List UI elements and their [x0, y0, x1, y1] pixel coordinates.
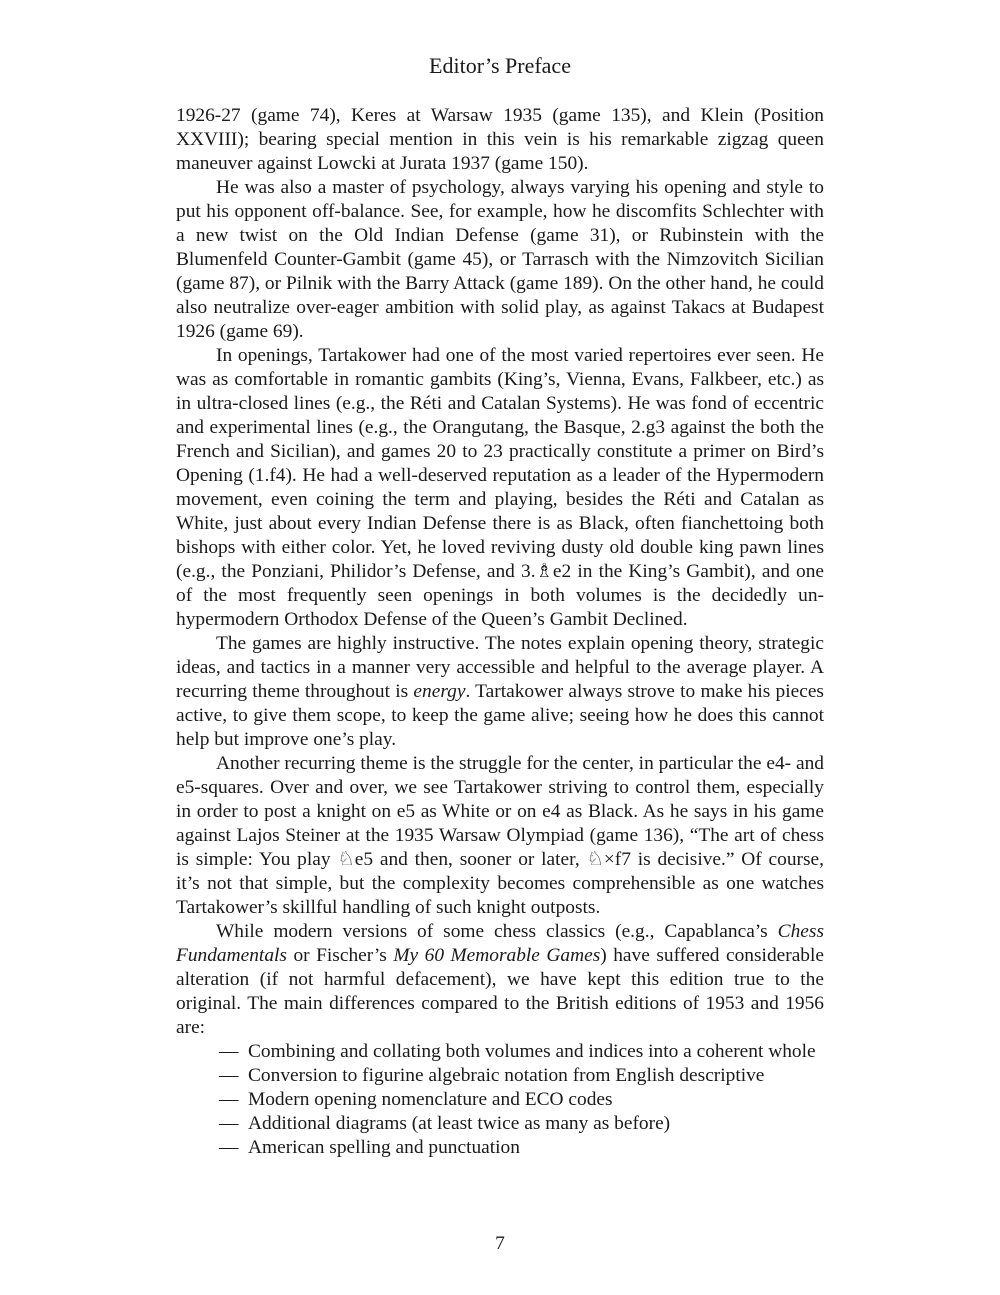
- list-item-text: Modern opening nomenclature and ECO codes: [248, 1089, 613, 1110]
- body-paragraph: [176, 632, 824, 752]
- list-item-text: Additional diagrams (at least twice as many as before): [248, 1113, 671, 1134]
- list-item: [219, 1136, 824, 1160]
- paragraph-text: . Tartakower always strove to make his pieces active, to give them scope, to keep the game alive; seeing how he does this cannot help but improve one’s play.: [176, 681, 824, 750]
- body-text: [176, 104, 824, 1160]
- italic-text: Chess Fundamentals: [176, 921, 824, 966]
- list-item-text: American spelling and punctuation: [248, 1137, 520, 1158]
- em-dash-bullet: —: [219, 1113, 239, 1134]
- body-paragraph: [176, 920, 824, 1040]
- paragraph-text: 1926-27 (game 74), Keres at Warsaw 1935 (game 135), and Klein (Position XXVIII); bearing special mention in this vein is his remarkable zigzag queen maneuver against Lowcki at Jurata 1937 (game 150).: [176, 105, 824, 174]
- running-title: Editor’s Preface: [429, 53, 571, 78]
- paragraph-text: ) have suffered considerable alteration (if not harmful defacement), we have kept this edition true to the original. The main differences compared to the British editions of 1953 and 1956 are:: [176, 945, 824, 1038]
- paragraph-text: While modern versions of some chess classics (e.g., Capablanca’s: [216, 921, 778, 942]
- italic-text: My 60 Memorable Games: [393, 945, 601, 966]
- em-dash-bullet: —: [219, 1041, 239, 1062]
- paragraph-list: [176, 104, 824, 1040]
- list-item: [219, 1112, 824, 1136]
- differences-list: [176, 1040, 824, 1160]
- paragraph-text: He was also a master of psychology, always varying his opening and style to put his opponent off-balance. See, for example, how he discomfits Schlechter with a new twist on the Old Indian Defense (game 31), or Rubinstein with the Blumenfeld Counter-Gambit (game 45), or Tarrasch with the Nimzovitch Sicilian (game 87), or Pilnik with the Barry Attack (game 189). On the other hand, he could also neutralize over-eager ambition with solid play, as against Takacs at Budapest 1926 (game 69).: [176, 177, 824, 342]
- list-item-text: Combining and collating both volumes and indices into a coherent whole: [248, 1041, 816, 1062]
- italic-text: energy: [413, 681, 466, 702]
- body-paragraph: [176, 176, 824, 344]
- em-dash-bullet: —: [219, 1137, 239, 1158]
- paragraph-text: or Fischer’s: [286, 945, 394, 966]
- body-paragraph: [176, 344, 824, 632]
- paragraph-text: In openings, Tartakower had one of the most varied repertoires ever seen. He was as comfortable in romantic gambits (King’s, Vienna, Evans, Falkbeer, etc.) as in ultra-closed lines (e.g., the Réti and Catalan Systems). He was fond of eccentric and experimental lines (e.g., the Orangutang, the Basque, 2.g3 against the both the French and Sicilian), and games 20 to 23 practically constitute a primer on Bird’s Opening (1.f4). He had a well-deserved reputation as a leader of the Hypermodern movement, even coining the term and playing, besides the Réti and Catalan as White, just about every Indian Defense there is as Black, often fianchettoing both bishops with either color. Yet, he loved reviving dusty old double king pawn lines (e.g., the Ponziani, Philidor’s Defense, and 3.♗e2 in the King’s Gambit), and one of the most frequently seen openings in both volumes is the decidedly un-hypermodern Orthodox Defense of the Queen’s Gambit Declined.: [176, 345, 824, 630]
- paragraph-text: The games are highly instructive. The notes explain opening theory, strategic ideas, and tactics in a manner very accessible and helpful to the average player. A recurring theme throughout is: [176, 633, 824, 702]
- list-item: [219, 1088, 824, 1112]
- list-item-text: Conversion to figurine algebraic notation from English descriptive: [248, 1065, 765, 1086]
- list-item: [219, 1040, 824, 1064]
- em-dash-bullet: —: [219, 1089, 239, 1110]
- list-item: [219, 1064, 824, 1088]
- page-header: [0, 52, 1000, 80]
- em-dash-bullet: —: [219, 1065, 239, 1086]
- body-paragraph: [176, 752, 824, 920]
- page-number: 7: [495, 1233, 505, 1254]
- paragraph-text: Another recurring theme is the struggle for the center, in particular the e4- and e5-squares. Over and over, we see Tartakower striving to control them, especially in order to post a knight on e5 as White or on e4 as Black. As he says in his game against Lajos Steiner at the 1935 Warsaw Olympiad (game 136), “The art of chess is simple: You play ♘e5 and then, sooner or later, ♘×f7 is decisive.” Of course, it’s not that simple, but the complexity becomes comprehensible as one watches Tartakower’s skillful handling of such knight outposts.: [176, 753, 824, 918]
- body-paragraph: [176, 104, 824, 176]
